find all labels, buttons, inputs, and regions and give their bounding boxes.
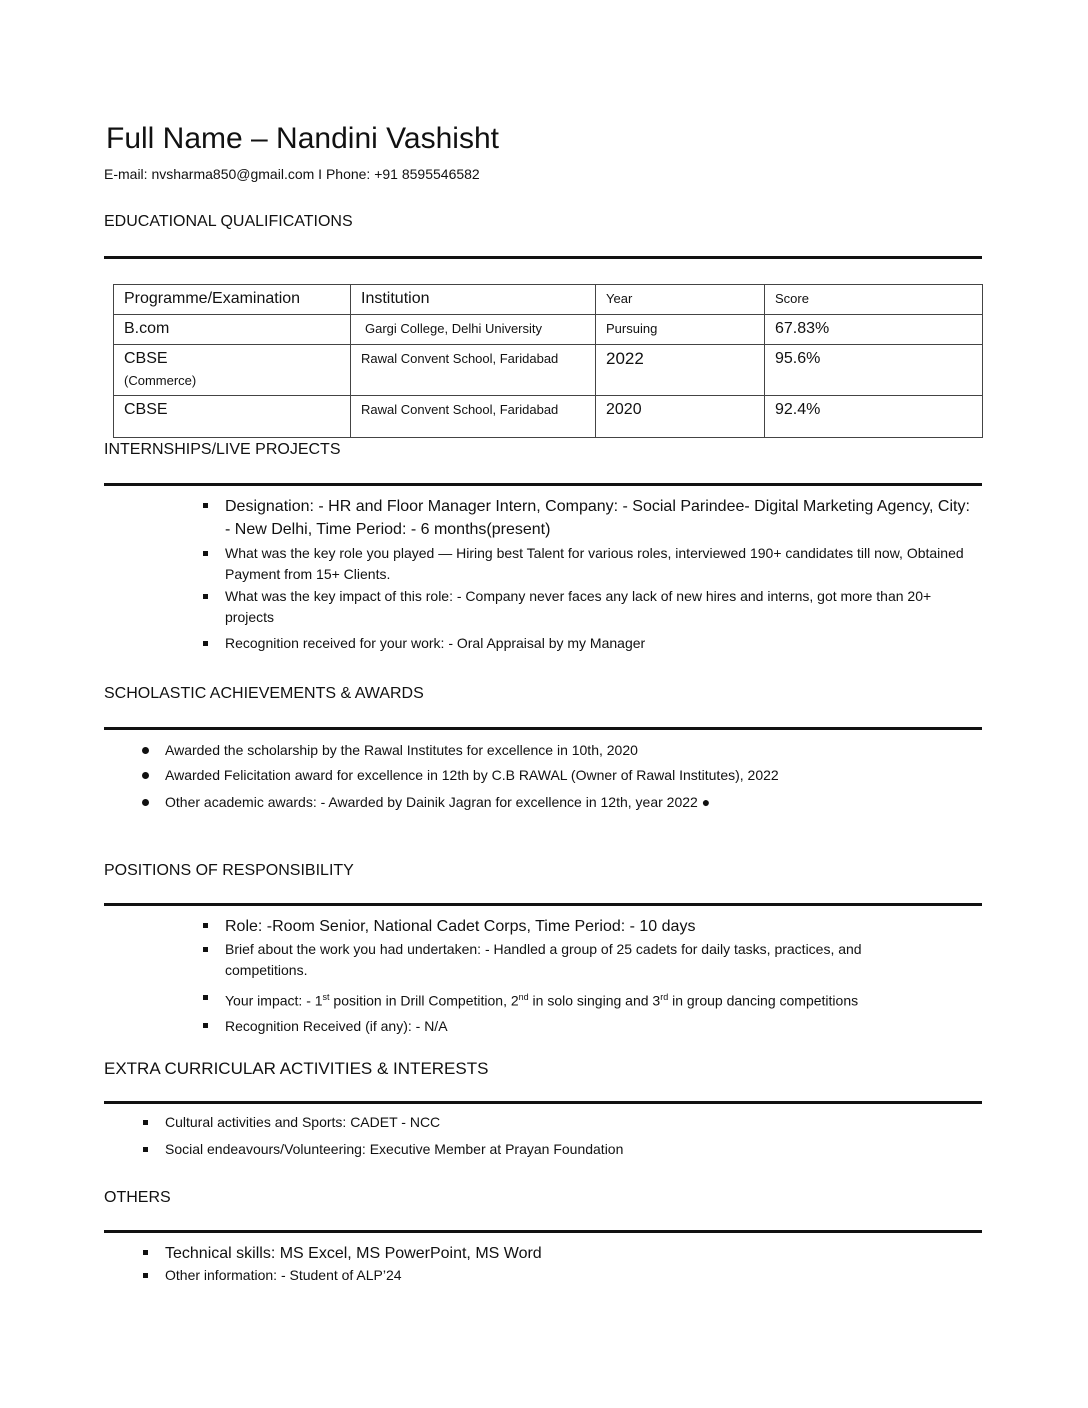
list-item: Social endeavours/Volunteering: Executive Member at Prayan Foundation [165,1139,945,1160]
section-divider [104,256,982,259]
square-bullet-icon [195,987,215,1008]
table-row [114,396,983,438]
full-name: Full Name – Nandini Vashisht [106,122,499,155]
section-divider [104,727,982,730]
education-heading: EDUCATIONAL QUALIFICATIONS [104,213,353,230]
score-cell: 95.6% [765,345,983,396]
internships-list [225,495,975,654]
square-bullet-icon [135,1112,155,1133]
year-cell: 2020 [596,396,765,438]
square-bullet-icon [195,915,215,938]
table-header-row [114,285,983,315]
programme-name: CBSE [124,350,168,367]
square-bullet-icon [195,586,215,607]
column-header: Institution [351,285,596,315]
square-bullet-icon [195,633,215,654]
section-divider [104,1101,982,1104]
others-list [165,1242,945,1286]
list-item: Cultural activities and Sports: CADET - NCC [165,1112,945,1133]
round-bullet-icon [135,792,155,813]
list-item: Role: -Room Senior, National Cadet Corps, Time Period: - 10 days [225,915,945,938]
programme-cell [114,345,351,396]
section-divider [104,903,982,906]
year-cell: 2022 [596,345,765,396]
square-bullet-icon [135,1139,155,1160]
extracurricular-list [165,1112,945,1160]
list-item: What was the key role you played — Hiring best Talent for various roles, interviewed 190+ candidates till now, Obtained Payment from 15+ Clients. [225,543,975,585]
responsibility-list [225,915,945,1037]
institution-cell: Rawal Convent School, Faridabad [351,396,596,438]
extracurricular-heading: EXTRA CURRICULAR ACTIVITIES & INTERESTS [104,1059,489,1078]
programme-note: (Commerce) [124,373,197,388]
section-divider [104,483,982,486]
score-cell: 92.4% [765,396,983,438]
list-item: Other academic awards: - Awarded by Dainik Jagran for excellence in 12th, year 2022 ● [165,792,965,813]
institution-cell: Gargi College, Delhi University [351,315,596,345]
square-bullet-icon [135,1242,155,1265]
list-item: Designation: - HR and Floor Manager Intern, Company: - Social Parindee- Digital Marketing Agency, City: - New Delhi, Time Period: - 6 months(present) [225,495,975,541]
list-item: Technical skills: MS Excel, MS PowerPoint, MS Word [165,1242,945,1265]
year-cell: Pursuing [596,315,765,345]
list-item: Brief about the work you had undertaken: - Handled a group of 25 cadets for daily tasks, practices, and competitions. [225,939,945,981]
score-cell: 67.83% [765,315,983,345]
others-heading: OTHERS [104,1189,171,1206]
list-item: Recognition received for your work: - Oral Appraisal by my Manager [225,633,975,654]
institution-cell: Rawal Convent School, Faridabad [351,345,596,396]
programme-cell: CBSE [114,396,351,438]
section-divider [104,1230,982,1233]
table-row [114,345,983,396]
table-row [114,315,983,345]
responsibility-heading: POSITIONS OF RESPONSIBILITY [104,862,354,879]
programme-cell: B.com [114,315,351,345]
square-bullet-icon [195,939,215,960]
list-item: Awarded Felicitation award for excellence in 12th by C.B RAWAL (Owner of Rawal Institutes), 2022 [165,765,965,786]
list-item: Recognition Received (if any): - N/A [225,1016,945,1037]
contact-info: E-mail: nvsharma850@gmail.com I Phone: +91 8595546582 [104,166,480,182]
column-header: Year [596,285,765,315]
square-bullet-icon [195,1016,215,1037]
education-table [113,284,983,438]
square-bullet-icon [195,543,215,564]
list-item: Awarded the scholarship by the Rawal Institutes for excellence in 10th, 2020 [165,740,965,761]
square-bullet-icon [195,495,215,518]
list-item: Your impact: - 1st position in Drill Competition, 2nd in solo singing and 3rd in group dancing competitions [225,987,945,1012]
square-bullet-icon [135,1265,155,1286]
list-item: Other information: - Student of ALP’24 [165,1265,945,1286]
round-bullet-icon [135,765,155,786]
achievements-heading: SCHOLASTIC ACHIEVEMENTS & AWARDS [104,685,424,702]
achievements-list [165,740,965,813]
round-bullet-icon [135,740,155,761]
list-item: What was the key impact of this role: - Company never faces any lack of new hires and interns, got more than 20+ projects [225,586,975,628]
column-header: Score [765,285,983,315]
internships-heading: INTERNSHIPS/LIVE PROJECTS [104,441,341,458]
column-header: Programme/Examination [114,285,351,315]
